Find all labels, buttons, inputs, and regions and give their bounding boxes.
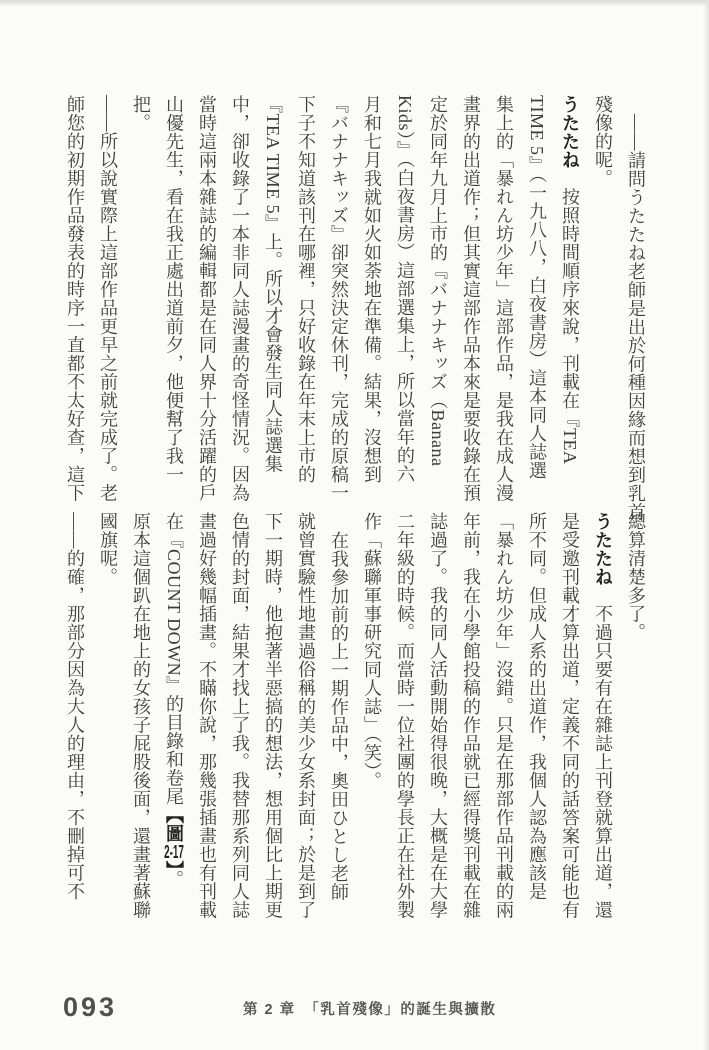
answer-column: 中，卻收錄了一本非同人誌漫畫的奇怪情況。因為 <box>230 95 250 502</box>
column-text: 按照時間順序來說，刊載在『TEA <box>560 169 580 465</box>
text-block-top <box>0 95 709 533</box>
question-column: ——的確，那部分因為大人的理由，不刪掉可不 <box>65 512 85 901</box>
answer-column: 畫過好幾幅插畫。不瞞你說，那幾張插畫也有刊載 <box>197 512 217 919</box>
answer-column: 色情的封面，結果才找上了我。我替那系列同人誌 <box>230 512 250 919</box>
answer-column: 「暴れん坊少年」沒錯。只是在那部作品刊載的兩 <box>494 512 514 919</box>
answer-column: 作「蘇聯軍事研究同人誌」（笑）。 <box>362 512 382 790</box>
page-number: 093 <box>63 992 118 1022</box>
answer-column: 山優先生，看在我正處出道前夕，他便幫了我一 <box>164 95 184 484</box>
answer-column: 二年級的時候。而當時一位社團的學長正在社外製 <box>395 512 415 919</box>
answer-column: TIME 5』（一九八八，白夜書房）這本同人誌選 <box>527 95 547 480</box>
speaker-name: うたたね <box>560 95 580 169</box>
answer-column: 國旗呢。 <box>98 512 118 586</box>
answer-column: 年前，我在小學館投稿的作品就已經得獎刊載在雜 <box>461 512 481 919</box>
answer-column <box>586 512 619 950</box>
answer-column: 就曾實驗性地畫過俗稱的美少女系封面；於是到了 <box>296 512 316 919</box>
answer-column: 所不同。但成人系的出道作，我個人認為應該是 <box>527 512 547 901</box>
answer-column <box>553 95 586 533</box>
answer-column: 月和七月我就如火如荼地在準備。結果，沒想到 <box>362 95 382 484</box>
text-block-bottom <box>0 512 709 950</box>
answer-column: 下一期時，他抱著半惡搞的想法，想用個比上期更 <box>263 512 283 919</box>
question-column: 總算清楚多了。 <box>626 512 646 642</box>
column-text: 。 <box>164 870 184 889</box>
answer-column: 『バナナキッズ』卻突然決定休刊，完成的原稿一 <box>329 95 349 502</box>
answer-column <box>157 512 190 950</box>
column-text: 不過只要有在雜誌上刊登就算出道，還 <box>593 586 613 919</box>
question-column: ——所以說實際上這部作品更早之前就完成了。老 <box>98 95 118 502</box>
speaker-name: うたたね <box>593 512 613 586</box>
figure-reference: 【圖2-17】 <box>164 805 184 871</box>
answer-column: 畫界的出道作；但其實這部作品本來是要收錄在預 <box>461 95 481 502</box>
answer-column: Kids）』（白夜書房）這部選集上，所以當年的六 <box>395 95 415 484</box>
page-footer <box>0 986 709 1026</box>
answer-column: 在我參加前的上一期作品中，奧田ひとし老師 <box>329 531 349 901</box>
column-text: 在『COUNT DOWN』的目錄和卷尾 <box>164 512 184 806</box>
answer-column: 誌過了。我的同人活動開始得很晚，大概是在大學 <box>428 512 448 919</box>
answer-column: 原本這個趴在地上的女孩子屁股後面，還畫著蘇聯 <box>131 512 151 919</box>
answer-column: 『TEA TIME 5』上。所以才會發生同人誌選集 <box>263 95 283 474</box>
answer-column: 集上的「暴れん坊少年」這部作品，是我在成人漫 <box>494 95 514 502</box>
chapter-running-title: 第 2 章 「乳首殘像」的誕生與擴散 <box>243 1002 497 1018</box>
figure-number: 2-17 <box>164 842 184 861</box>
answer-column: 把。 <box>131 95 151 132</box>
question-column: 殘像的呢。 <box>593 95 613 188</box>
question-column: 師您的初期作品發表的時序一直都不太好查，這下 <box>65 95 85 502</box>
answer-column: 是受邀刊載才算出道，定義不同的話答案可能也有 <box>560 512 580 919</box>
answer-column: 下子不知道該刊在哪裡，只好收錄在年末上市的 <box>296 95 316 484</box>
answer-column: 當時這兩本雜誌的編輯都是在同人界十分活躍的戶 <box>197 95 217 502</box>
answer-column: 定於同年九月上市的『バナナキッズ（Banana <box>428 95 448 467</box>
question-column: ——請問うたたね老師是出於何種因緣而想到乳首 <box>626 114 646 521</box>
